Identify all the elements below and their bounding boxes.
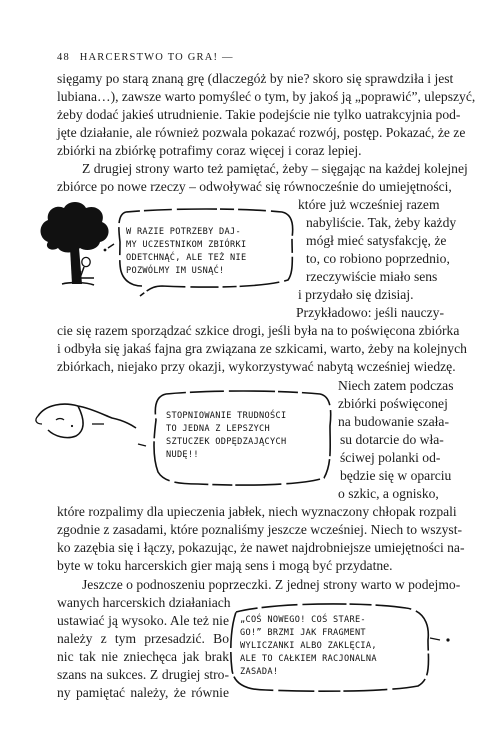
body-line: które rozpalimy dla upieczenia jabłek, niech wyznaczony chłopak rozpali	[57, 504, 457, 519]
body-line: ko zazębia się i łączy, pokazując, że nawet najdrobniejsze umiejętności na-	[57, 540, 465, 555]
body-line: o szkic, a ognisko,	[338, 486, 439, 501]
tree-person-illustration	[34, 198, 114, 298]
body-line: na budowanie szała-	[338, 414, 449, 429]
body-line: ustawiać ją wysoko. Ale też nie	[57, 613, 229, 628]
callout-text-new-old	[240, 614, 377, 679]
callout-line: ZASADA!	[240, 667, 279, 677]
body-line: to, co robiono poprzednio,	[306, 251, 450, 266]
callout-line: GO!” BRZMI JAK FRAGMENT	[240, 628, 366, 638]
callout-line: POZWÓLMY IM USNĄĆ!	[126, 266, 225, 276]
callout-line: SZTUCZEK ODPĘDZAJĄCYCH	[166, 437, 287, 447]
body-line: zgodnie z zasadami, które poznaliśmy jeszcze wcześniej. Niech to wszyst-	[57, 522, 463, 537]
body-line: wanych harcerskich działaniach	[57, 595, 231, 610]
body-line: nabyliście. Tak, żeby każdy	[306, 215, 457, 230]
callout-line: NUDĘ!!	[166, 450, 199, 460]
callout-line: ODETCHNĄĆ, ALE TEŻ NIE	[126, 253, 247, 263]
callout-line: W RAZIE POTRZEBY DAJ-	[126, 227, 241, 237]
callout-text-difficulty	[166, 410, 286, 462]
callout-line: MY UCZESTNIKOM ZBIÓRKI	[126, 240, 247, 250]
body-line: su dotarcie do wła-	[340, 432, 444, 447]
body-line: należy z tym przesadzić. Bo	[57, 631, 229, 646]
callout-line: TO JEDNA Z LEPSZYCH	[166, 424, 271, 434]
sleeping-person-illustration	[32, 396, 142, 450]
body-line: sięgamy po starą znaną grę (dlaczegóż by nie? skoro się sprawdziła i jest	[57, 71, 454, 86]
body-line: cie się razem sporządzać szkice drogi, jeśli była na to poświęcona zbiórka	[57, 323, 460, 338]
body-line: zbiórki poświęconej	[338, 396, 448, 411]
page-number: 48	[57, 52, 70, 63]
callout-line: WYLICZANKI ALBO ZAKLĘCIA,	[240, 641, 377, 651]
body-line: rzeczywiście miało sens	[306, 269, 438, 284]
body-line: mógł mieć satysfakcję, że	[306, 233, 447, 248]
body-line: lubiana…), zawsze warto pomyśleć o tym, by jakoś ją „poprawić”, ulepszyć,	[57, 89, 476, 104]
body-line: żeby dodać jakieś utrudnienie. Takie podejście nie tylko uatrakcyjnia pod-	[57, 107, 461, 122]
callout-line: ALE TO CAŁKIEM RACJONALNA	[240, 654, 377, 664]
body-line: Z drugiej strony warto też pamiętać, żeby – sięgając na każdej kolejnej	[82, 161, 468, 176]
body-line: zbiórki na zbiórkę potrafimy coraz więcej i coraz lepiej.	[57, 143, 362, 158]
body-line: byte w toku harcerskich gier mają sens i mogą być przydatne.	[57, 558, 393, 573]
callout-line: STOPNIOWANIE TRUDNOŚCI	[166, 411, 287, 421]
body-line: zbiórkach, niejako przy okazji, wykorzystywać nabytą wcześniej wiedzę.	[57, 359, 456, 374]
body-line: będzie się w oparciu	[340, 468, 452, 483]
body-line: jęte działanie, ale również pozwala pokazać rozwój, postęp. Pokazać, że ze	[57, 125, 466, 140]
callout-line: „COŚ NOWEGO! COŚ STARE-	[240, 615, 366, 625]
body-line: Niech zatem podczas	[338, 378, 454, 393]
body-line: zbiórce po nowe rzeczy – odwoływać się równocześnie do umiejętności,	[57, 179, 452, 194]
running-title: HARCERSTWO TO GRA! —	[79, 52, 234, 63]
body-line: nic tak nie zniechęca jak brak	[57, 649, 229, 664]
body-line: i przydało się dzisiaj.	[298, 287, 414, 302]
body-line: które już wcześniej razem	[298, 197, 440, 212]
body-line: i odbyła się jakaś fajna gra związana ze szkicami, warto, żeby na kolejnych	[57, 341, 467, 356]
body-line: ny pamiętać należy, że równie	[57, 685, 229, 700]
callout-text-rest	[126, 226, 246, 278]
body-line: Przykładowo: jeśli nauczy-	[296, 305, 444, 320]
running-header	[57, 52, 234, 63]
body-line: ściwej polanki od-	[340, 450, 441, 465]
body-line: Jeszcze o podnoszeniu poprzeczki. Z jednej strony warto w podejmo-	[82, 577, 461, 592]
body-line: szans na sukces. Z drugiej stro-	[57, 667, 229, 682]
